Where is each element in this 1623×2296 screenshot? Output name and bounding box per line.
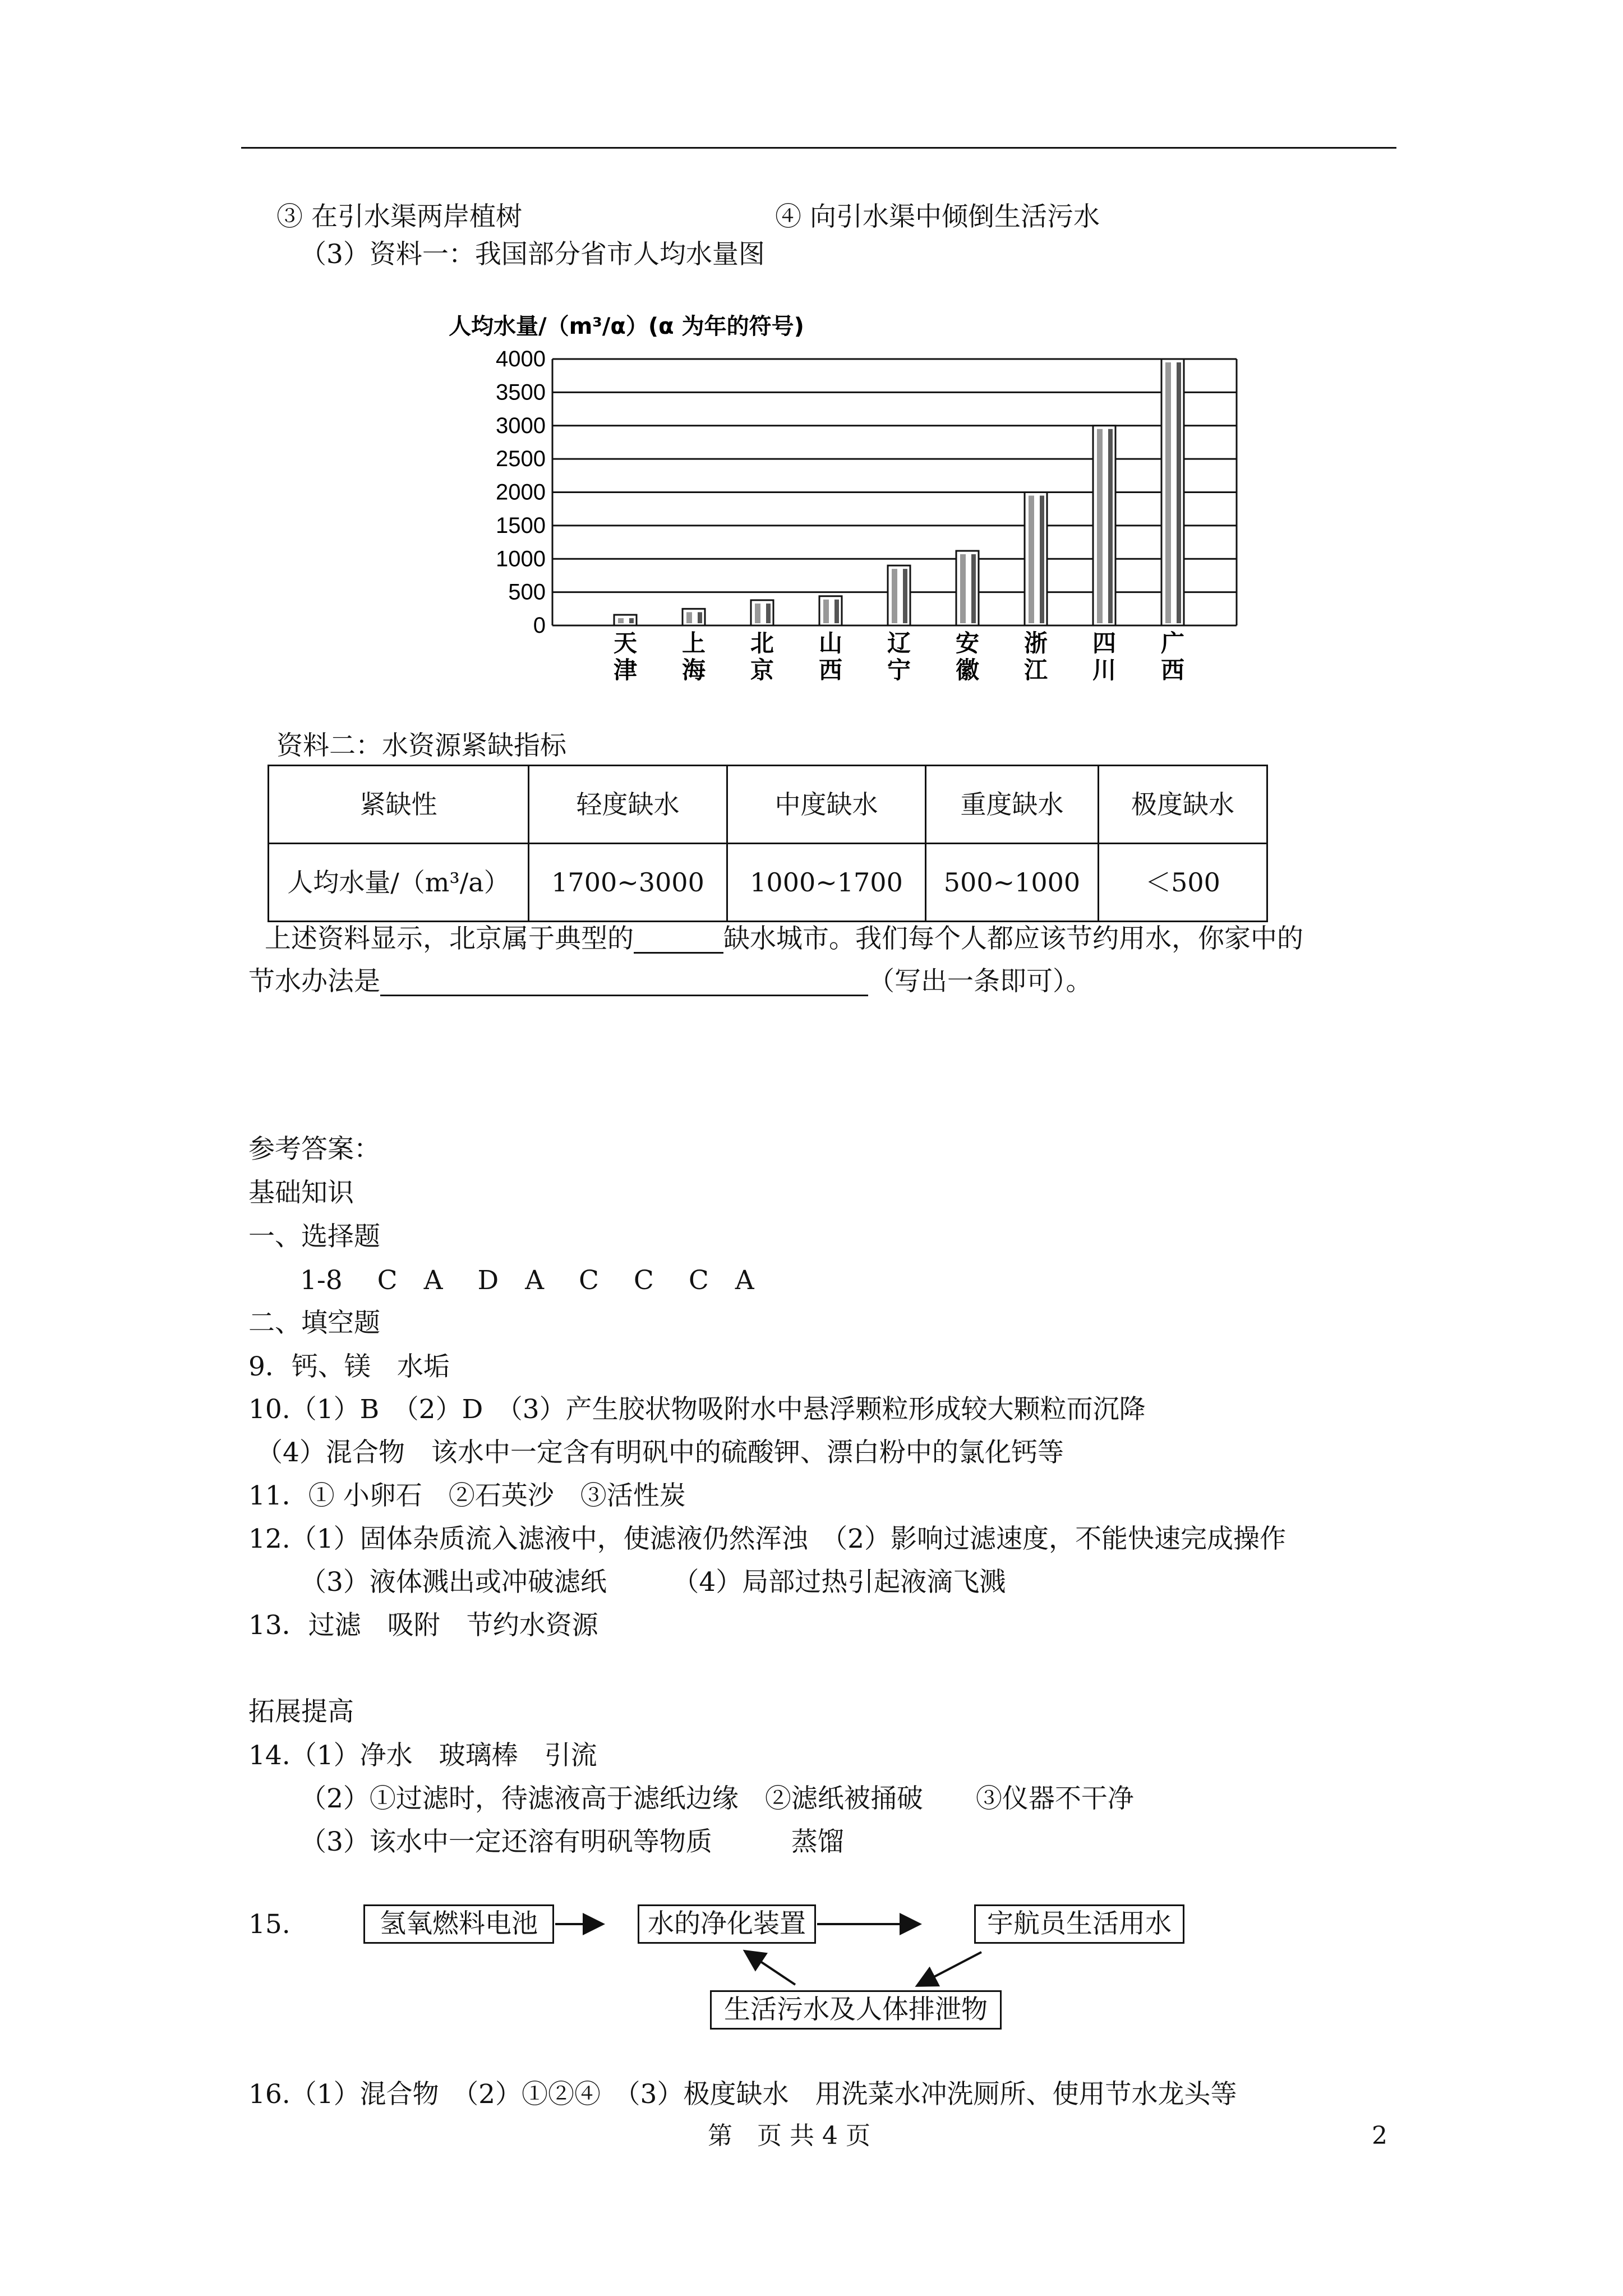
x-category-label: 宁: [887, 656, 911, 684]
x-category-label: 京: [750, 656, 774, 684]
y-tick-label: 2500: [496, 447, 546, 472]
x-category-label: 广: [1160, 629, 1185, 657]
range-cell: 1700~3000: [529, 844, 727, 922]
option-3: ③ 在引水渠两岸植树: [276, 201, 522, 232]
chart-title: 人均水量/（m³/α）(α 为年的符号): [449, 314, 804, 339]
row-label-cell: 人均水量/（m³/a）: [269, 844, 529, 922]
x-category-label: 西: [818, 656, 843, 684]
bar-shade: [960, 554, 966, 623]
bar-shade: [903, 569, 907, 623]
bar-shade: [1029, 496, 1034, 624]
answer-14-line-3: （3）该水中一定还溶有明矾等物质 蒸馏: [300, 1826, 844, 1857]
footer-page-info: 第 页 共 4 页: [708, 2122, 870, 2150]
water-per-capita-chart: [440, 306, 1253, 693]
answer-12-line-2: （3）液体溅出或冲破滤纸 （4）局部过热引起液滴飞溅: [300, 1567, 1006, 1598]
range-cell: 500~1000: [926, 844, 1099, 922]
basic-knowledge-heading: 基础知识: [248, 1177, 354, 1208]
page-number: 2: [1372, 2122, 1387, 2150]
x-category-label: 辽: [887, 629, 911, 657]
x-category-label: 浙: [1023, 629, 1048, 657]
arrow-waste-to-purifier: [745, 1951, 795, 1985]
bar-shade: [1165, 362, 1171, 623]
bar-shade: [971, 554, 976, 623]
x-category-label: 山: [818, 629, 843, 657]
answer-14-line-2: （2）①过滤时，待滤液高于滤纸边缘 ②滤纸被捅破 ③仪器不干净: [300, 1783, 1134, 1814]
answer-11: 11．① 小卵石 ②石英沙 ③活性炭: [248, 1480, 686, 1511]
chart-svg: [440, 306, 1253, 693]
answer-10-line-2: （4）混合物 该水中一定含有明矾中的硫酸钾、漂白粉中的氯化钙等: [256, 1437, 1064, 1468]
option-4: ④ 向引水渠中倾倒生活污水: [775, 201, 1100, 232]
arrow-water-to-waste: [917, 1952, 981, 1986]
y-tick-label: 0: [533, 613, 546, 638]
extension-heading: 拓展提高: [248, 1696, 354, 1727]
answer-blank-2[interactable]: [380, 968, 868, 996]
range-cell: ＜500: [1099, 844, 1267, 922]
bar-shade: [1108, 429, 1113, 623]
answer-blank-1[interactable]: [634, 926, 723, 954]
material-2-title: 资料二：水资源紧缺指标: [276, 730, 566, 761]
table-value-row: [269, 844, 1267, 922]
answer-13: 13．过滤 吸附 节约水资源: [248, 1610, 598, 1641]
x-category-label: 北: [750, 629, 774, 657]
level-cell: 中度缺水: [727, 766, 926, 844]
answer-12-line-1: 12.（1）固体杂质流入滤液中，使滤液仍然浑浊 （2）影响过滤速度，不能快速完成操作: [248, 1524, 1287, 1554]
material-1-intro: （3）资料一：我国部分省市人均水量图: [300, 239, 765, 270]
x-category-label: 西: [1160, 656, 1185, 684]
flow-box-fuel-cell: 氢氧燃料电池: [363, 1904, 554, 1944]
level-cell: 重度缺水: [926, 766, 1099, 844]
x-category-label: 徽: [955, 656, 980, 684]
bar-shade: [1040, 496, 1044, 624]
question-text: 上述资料显示，北京属于典型的: [265, 923, 634, 954]
answers-heading: 参考答案：: [248, 1134, 380, 1165]
bar-shade: [618, 618, 624, 623]
header-rule: [241, 147, 1396, 149]
y-tick-label: 1000: [496, 546, 546, 572]
answer-15-number: 15.: [248, 1909, 291, 1940]
answer-16: 16.（1）混合物 （2）①②④ （3）极度缺水 用洗菜水冲洗厕所、使用节水龙头等: [248, 2079, 1237, 2110]
y-tick-label: 3000: [496, 413, 546, 438]
y-tick-label: 2000: [496, 480, 546, 505]
x-category-label: 安: [955, 629, 980, 657]
bar-shade: [834, 600, 839, 623]
y-tick-label: 3500: [496, 380, 546, 405]
answer-10-line-1: 10.（1）B （2）D （3）产生胶状物吸附水中悬浮颗粒形成较大颗粒而沉降: [248, 1394, 1146, 1425]
x-category-label: 天: [613, 629, 638, 657]
x-category-label: 川: [1092, 656, 1117, 684]
bar-shade: [1097, 429, 1103, 623]
bar-shade: [766, 604, 771, 623]
bar-shade: [755, 604, 760, 623]
x-category-label: 海: [681, 656, 706, 684]
question-line-1: [265, 923, 1303, 954]
section-fill: 二、填空题: [248, 1308, 380, 1338]
question-text: 节水办法是: [248, 966, 380, 997]
x-category-label: 四: [1092, 629, 1117, 657]
range-cell: 1000~1700: [727, 844, 926, 922]
bar-shade: [629, 618, 634, 623]
scarcity-table: [268, 765, 1268, 922]
x-category-label: 上: [681, 629, 706, 657]
y-tick-label: 500: [508, 579, 546, 605]
level-cell: 极度缺水: [1099, 766, 1267, 844]
flow-box-waste-water: 生活污水及人体排泄物: [710, 1990, 1002, 2030]
y-tick-label: 1500: [496, 513, 546, 538]
bar-shade: [823, 600, 829, 623]
header-label-cell: 紧缺性: [269, 766, 529, 844]
bar-shade: [686, 612, 692, 623]
bar-shade: [1177, 362, 1181, 623]
flow-box-astronaut-water: 宇航员生活用水: [974, 1904, 1184, 1944]
answer-9: 9．钙、镁 水垢: [248, 1351, 450, 1382]
flow-box-purifier: 水的净化装置: [638, 1904, 816, 1944]
bar-shade: [892, 569, 897, 623]
question-text: 缺水城市。我们每个人都应该节约用水，你家中的: [723, 923, 1303, 954]
level-cell: 轻度缺水: [529, 766, 727, 844]
bar-shade: [698, 612, 702, 623]
table-header-row: [269, 766, 1267, 844]
question-line-2: [248, 968, 1092, 996]
section-choice: 一、选择题: [248, 1221, 380, 1252]
y-tick-label: 4000: [496, 347, 546, 371]
answer-14-line-1: 14.（1）净水 玻璃棒 引流: [248, 1740, 597, 1771]
x-category-label: 江: [1023, 656, 1048, 684]
x-category-label: 津: [613, 656, 638, 684]
question-text: （写出一条即可）。: [868, 966, 1092, 997]
choice-answers: 1-8 C A D A C C C A: [300, 1265, 754, 1296]
